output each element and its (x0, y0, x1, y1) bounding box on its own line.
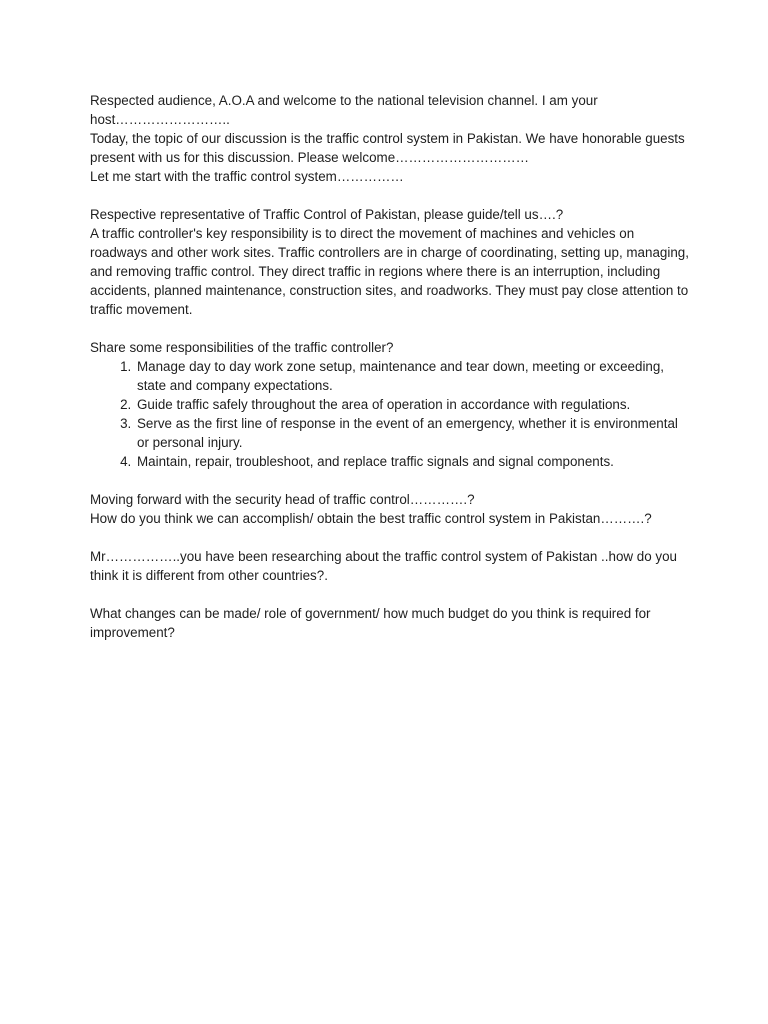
list-item: 2. Guide traffic safely throughout the area of operation in accordance with regulations. (135, 395, 690, 414)
research-section (90, 547, 690, 585)
responsibilities-list (90, 357, 690, 471)
list-item: 1. Manage day to day work zone setup, maintenance and tear down, meeting or exceeding, state and company expectations. (135, 357, 690, 395)
list-item: 3. Serve as the first line of response in the event of an emergency, whether it is environmental or personal injury. (135, 414, 690, 452)
list-item: 4. Maintain, repair, troubleshoot, and replace traffic signals and signal components. (135, 452, 690, 471)
representative-question: Respective representative of Traffic Control of Pakistan, please guide/tell us….? (90, 207, 564, 222)
responsibilities-section (90, 338, 690, 471)
closing-question: What changes can be made/ role of government/ how much budget do you think is required for improvement? (90, 606, 651, 640)
security-section (90, 490, 690, 528)
security-question: How do you think we can accomplish/ obtain the best traffic control system in Pakistan……….? (90, 511, 652, 526)
document-body (90, 91, 690, 661)
intro-section (90, 91, 690, 186)
security-forward-text: Moving forward with the security head of traffic control………….? (90, 492, 475, 507)
representative-answer: A traffic controller's key responsibility is to direct the movement of machines and vehicles on roadways and other work sites. Traffic controllers are in charge of coordinating, setting up, managing, and removing traffic control. They direct traffic in regions where there is an interruption, including accidents, planned maintenance, construction sites, and roadworks. They must pay close attention to traffic movement. (90, 226, 689, 317)
welcome-text: Respected audience, A.O.A and welcome to the national television channel. I am your host…………………….. (90, 93, 598, 127)
closing-section (90, 604, 690, 642)
research-question: Mr……………..you have been researching about the traffic control system of Pakistan ..how do you think it is different from other countries?. (90, 549, 677, 583)
topic-text: Today, the topic of our discussion is the traffic control system in Pakistan. We have honorable guests present with us for this discussion. Please welcome………………………… (90, 131, 685, 165)
start-text: Let me start with the traffic control system…………… (90, 169, 404, 184)
representative-section (90, 205, 690, 319)
responsibilities-question: Share some responsibilities of the traffic controller? (90, 340, 394, 355)
